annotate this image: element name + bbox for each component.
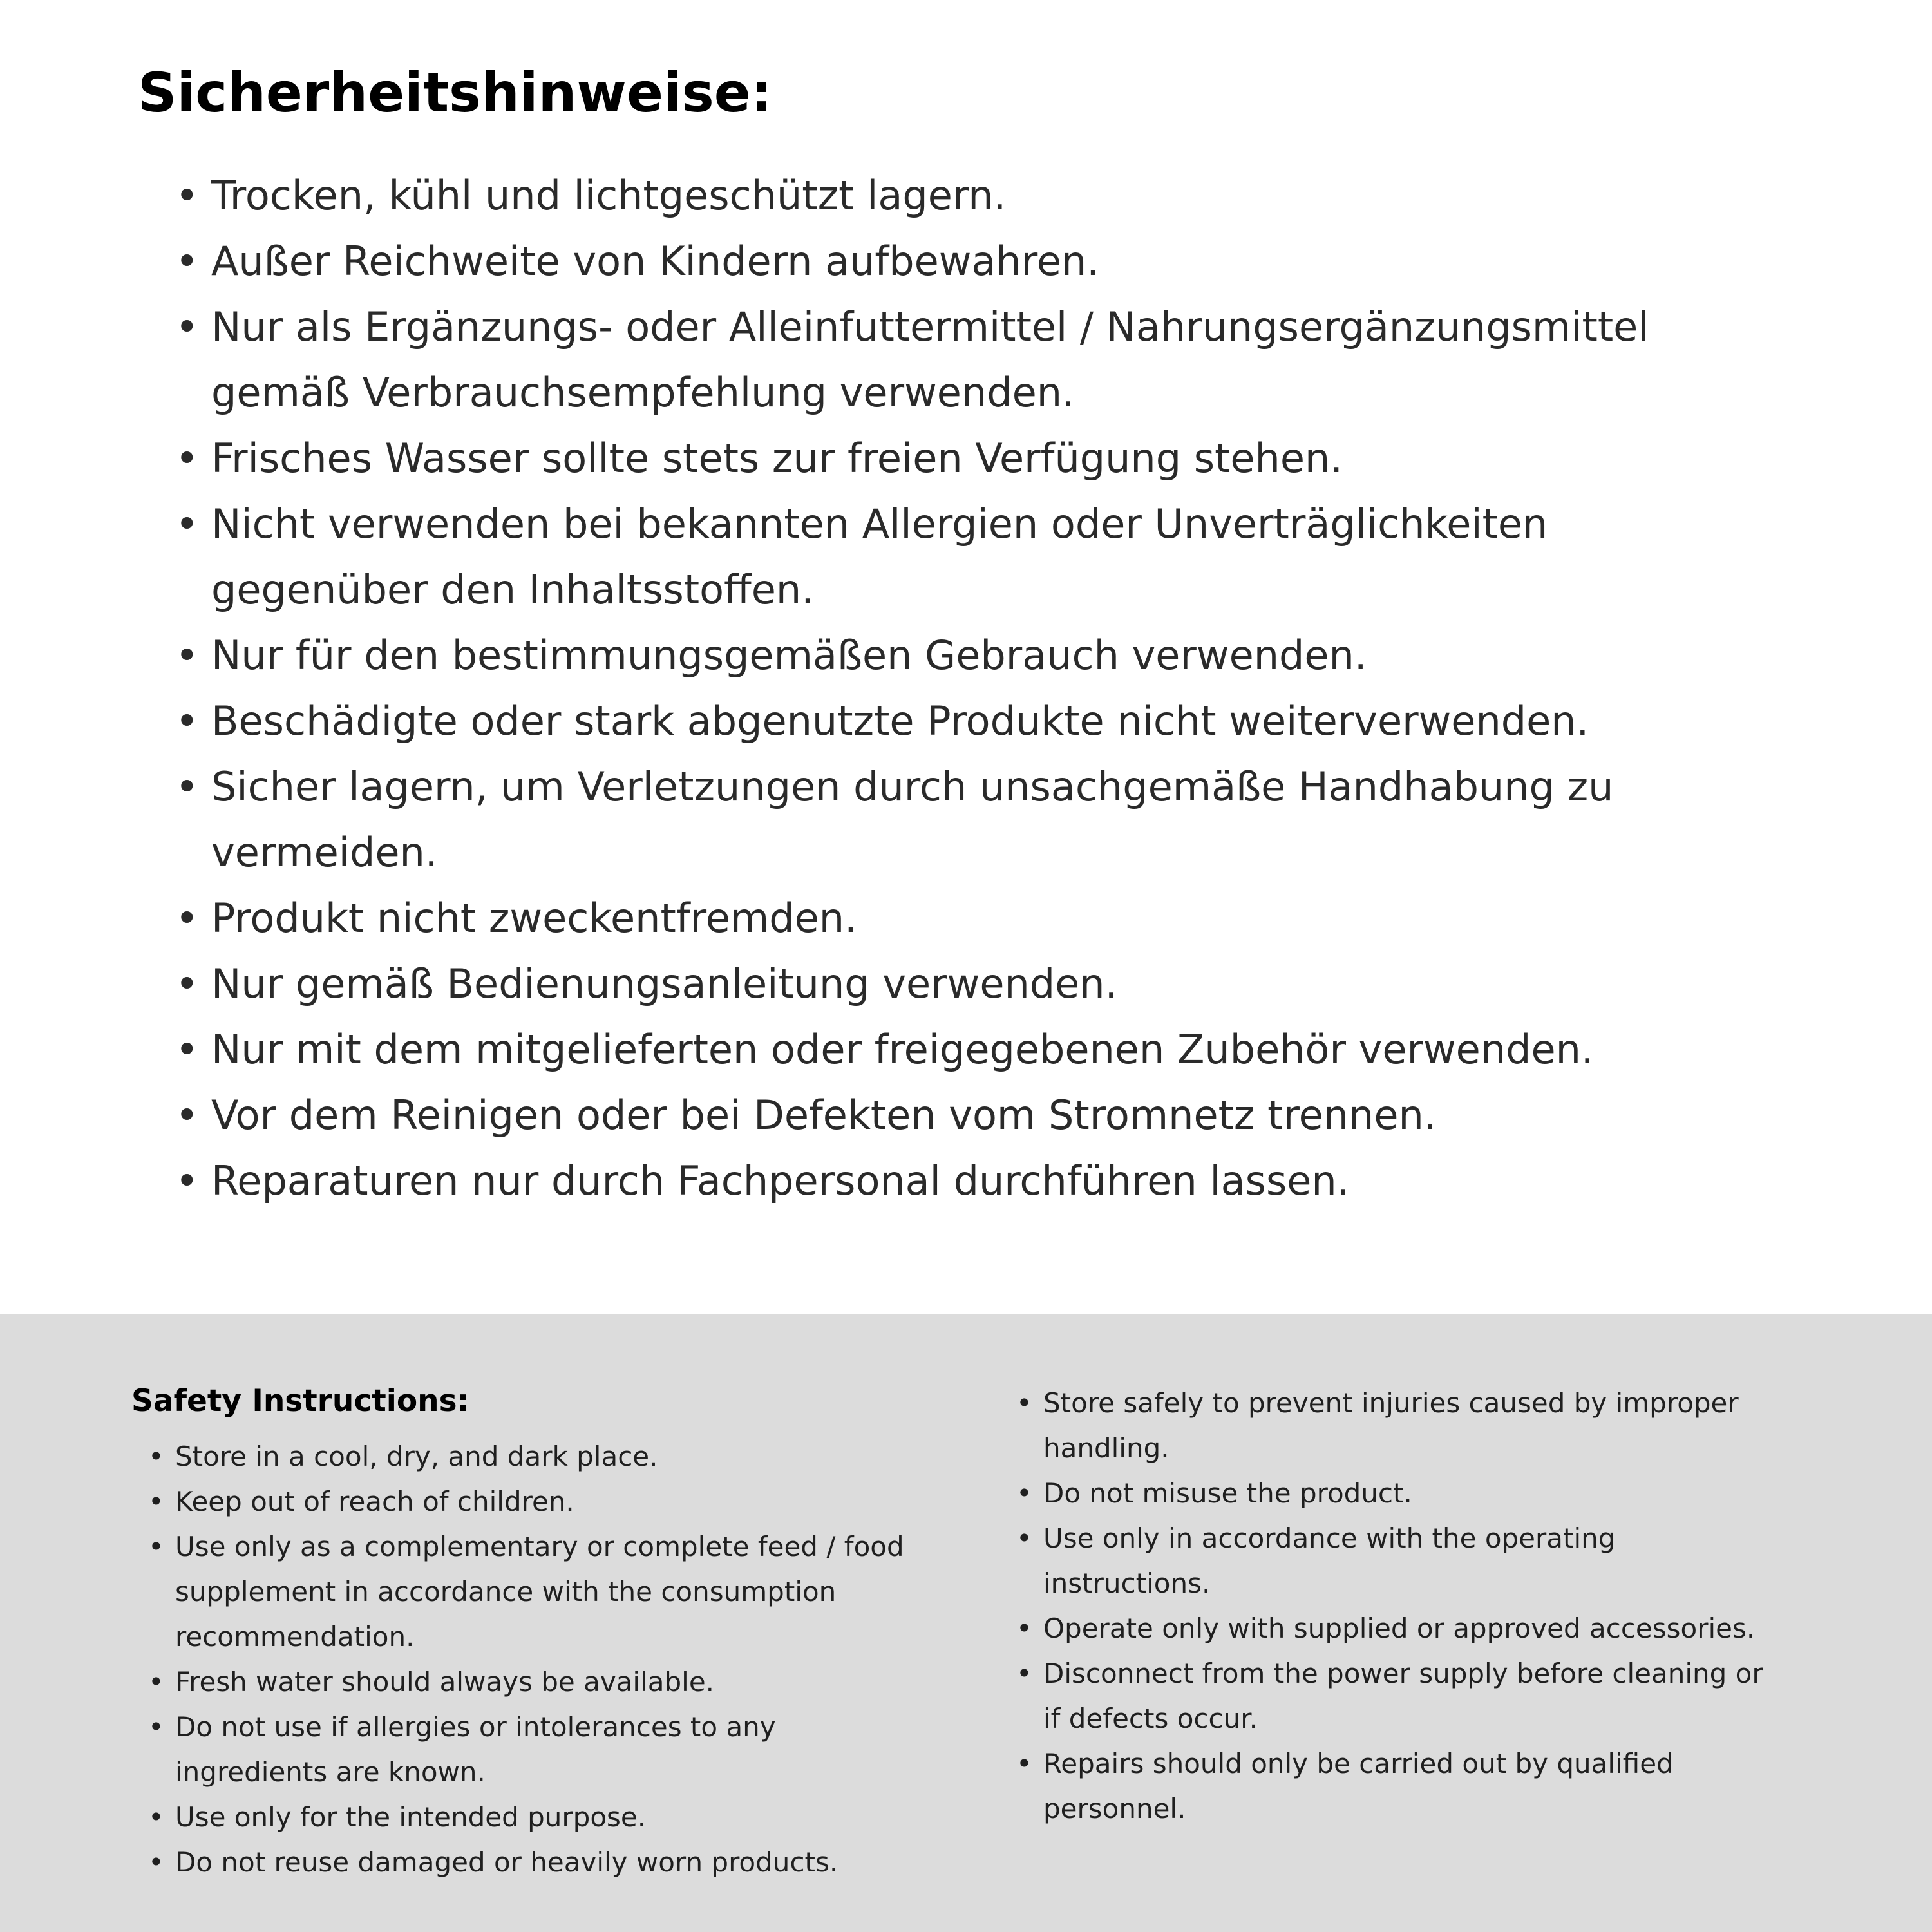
bullet-icon: • xyxy=(175,172,199,219)
bullet-text: Außer Reichweite von Kindern aufbewahren. xyxy=(211,238,1099,285)
bullet-icon: • xyxy=(1016,1613,1032,1644)
list-item xyxy=(1016,1741,1784,1832)
bullet-icon: • xyxy=(175,632,199,679)
german-bullet-list xyxy=(138,163,1765,1214)
list-item xyxy=(1016,1471,1784,1516)
bullet-text: Operate only with supplied or approved accessories. xyxy=(1043,1613,1756,1644)
list-item xyxy=(175,623,1765,688)
bullet-icon: • xyxy=(148,1666,164,1698)
list-item xyxy=(1016,1381,1784,1471)
bullet-text: Disconnect from the power supply before cleaning or if defects occur. xyxy=(1043,1658,1763,1734)
bullet-icon: • xyxy=(1016,1477,1032,1509)
bullet-icon: • xyxy=(175,960,199,1007)
list-item xyxy=(175,1148,1765,1214)
bullet-icon: • xyxy=(148,1486,164,1518)
list-item xyxy=(175,229,1765,294)
bullet-icon: • xyxy=(175,763,199,810)
bullet-text: Use only as a complementary or complete feed / food supplement in accordance with the consumption recommendation. xyxy=(175,1531,904,1653)
list-item xyxy=(175,754,1765,886)
bullet-icon: • xyxy=(148,1801,164,1833)
bullet-text: Store safely to prevent injuries caused by improper handling. xyxy=(1043,1387,1739,1464)
bullet-text: Do not use if allergies or intolerances to any ingredients are known. xyxy=(175,1711,776,1788)
bullet-text: Fresh water should always be available. xyxy=(175,1666,715,1698)
list-item xyxy=(175,951,1765,1017)
english-left-column xyxy=(131,1381,916,1885)
list-item xyxy=(1016,1651,1784,1741)
list-item xyxy=(148,1434,916,1479)
list-item xyxy=(148,1705,916,1795)
bullet-text: Nur als Ergänzungs- oder Alleinfuttermittel / Nahrungsergänzungsmittel gemäß Verbrauchsempfehlung verwenden. xyxy=(211,303,1649,416)
bullet-icon: • xyxy=(175,500,199,547)
list-item xyxy=(1016,1606,1784,1651)
bullet-text: Reparaturen nur durch Fachpersonal durchführen lassen. xyxy=(211,1157,1350,1204)
english-section xyxy=(0,1314,1932,1932)
bullet-text: Produkt nicht zweckentfremden. xyxy=(211,895,857,942)
bullet-icon: • xyxy=(1016,1387,1032,1419)
bullet-icon: • xyxy=(175,697,199,744)
bullet-icon: • xyxy=(148,1711,164,1743)
bullet-icon: • xyxy=(175,303,199,350)
bullet-text: Trocken, kühl und lichtgeschützt lagern. xyxy=(211,172,1007,219)
bullet-text: Keep out of reach of children. xyxy=(175,1486,574,1518)
bullet-icon: • xyxy=(175,435,199,482)
bullet-text: Nur gemäß Bedienungsanleitung verwenden. xyxy=(211,960,1118,1007)
list-item xyxy=(175,426,1765,491)
bullet-text: Nicht verwenden bei bekannten Allergien oder Unverträglichkeiten gegenüber den Inhaltsstoffen. xyxy=(211,500,1548,613)
bullet-text: Frisches Wasser sollte stets zur freien Verfügung stehen. xyxy=(211,435,1343,482)
list-item xyxy=(175,1017,1765,1083)
german-title: Sicherheitshinweise: xyxy=(138,61,773,124)
list-item xyxy=(175,163,1765,229)
list-item xyxy=(175,688,1765,754)
bullet-text: Vor dem Reinigen oder bei Defekten vom Stromnetz trennen. xyxy=(211,1092,1437,1139)
bullet-icon: • xyxy=(175,238,199,285)
bullet-text: Do not misuse the product. xyxy=(1043,1477,1412,1509)
list-item xyxy=(175,886,1765,951)
english-left-bullet-list xyxy=(131,1434,916,1885)
english-right-column xyxy=(999,1381,1784,1832)
bullet-icon: • xyxy=(1016,1658,1032,1689)
list-item xyxy=(148,1479,916,1524)
bullet-text: Do not reuse damaged or heavily worn products. xyxy=(175,1846,838,1879)
bullet-text: Sicher lagern, um Verletzungen durch unsachgemäße Handhabung zu vermeiden. xyxy=(211,763,1614,876)
list-item xyxy=(1016,1516,1784,1606)
list-item xyxy=(175,294,1765,426)
bullet-text: Nur für den bestimmungsgemäßen Gebrauch verwenden. xyxy=(211,632,1367,679)
bullet-icon: • xyxy=(148,1531,164,1563)
bullet-icon: • xyxy=(175,1092,199,1139)
list-item xyxy=(175,1083,1765,1148)
list-item xyxy=(175,491,1765,623)
bullet-text: Repairs should only be carried out by qualified personnel. xyxy=(1043,1748,1674,1824)
bullet-text: Beschädigte oder stark abgenutzte Produkte nicht weiterverwenden. xyxy=(211,697,1589,744)
list-item xyxy=(148,1840,916,1885)
bullet-icon: • xyxy=(1016,1522,1032,1554)
bullet-icon: • xyxy=(175,1157,199,1204)
list-item xyxy=(148,1524,916,1660)
bullet-text: Store in a cool, dry, and dark place. xyxy=(175,1441,658,1473)
bullet-icon: • xyxy=(148,1441,164,1473)
bullet-text: Nur mit dem mitgelieferten oder freigegebenen Zubehör verwenden. xyxy=(211,1026,1594,1073)
bullet-icon: • xyxy=(1016,1748,1032,1779)
list-item xyxy=(148,1660,916,1705)
bullet-text: Use only in accordance with the operating instructions. xyxy=(1043,1522,1616,1599)
english-title: Safety Instructions: xyxy=(131,1383,469,1419)
bullet-icon: • xyxy=(175,895,199,942)
english-right-bullet-list xyxy=(999,1381,1784,1832)
list-item xyxy=(148,1795,916,1840)
bullet-icon: • xyxy=(148,1846,164,1879)
bullet-text: Use only for the intended purpose. xyxy=(175,1801,647,1833)
bullet-icon: • xyxy=(175,1026,199,1073)
